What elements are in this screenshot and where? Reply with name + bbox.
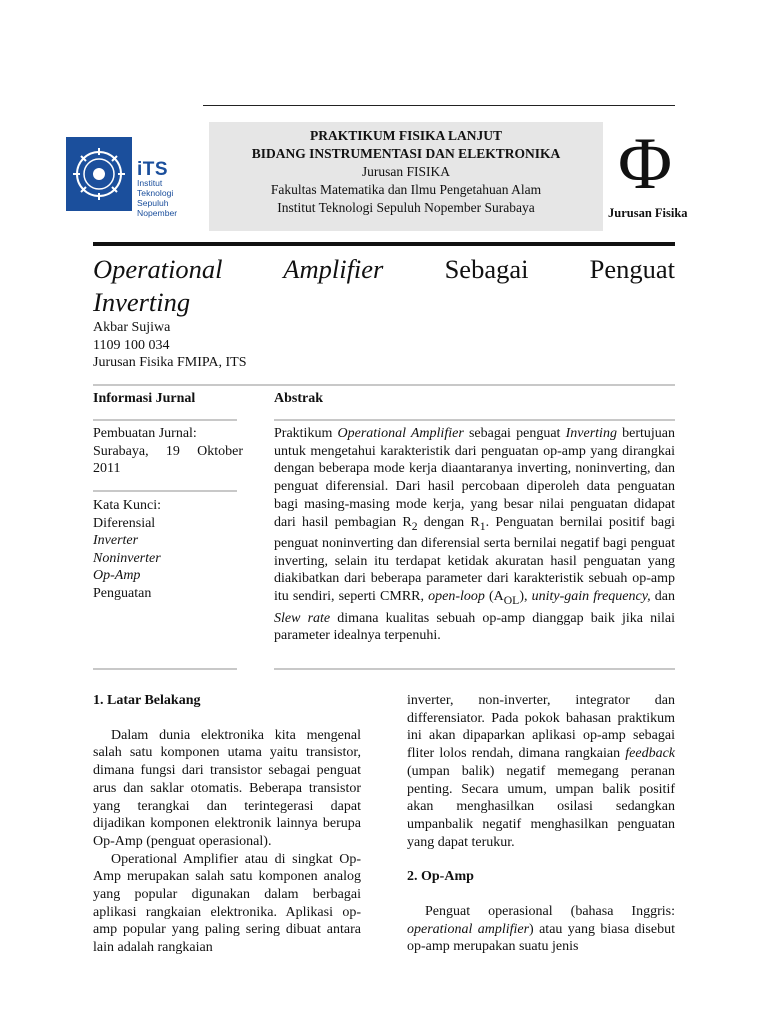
abstract-text: bertujuan untuk mengetahui karakteristik dari penguatan op-amp yang dirangkai dengan beberapa mode kerja diaantaranya inverting, noninverting, dan penguat diferensial. Dari hasil percobaan diperoleh data penguatan bagi masing-masing mode kerja, yang besar nilai penguatan didapat dari hasil pembagian R [274, 426, 676, 530]
section-1-paragraph-2: Operational Amplifier atau di singkat Op-Amp merupakan salah satu komponen analog yang popular digunakan dalam berbagai aplikasi rangkaian elektronika. Aplikasi op-amp popular yang paling sering dibuat antara lain adalah rangkaian [93, 851, 361, 956]
title-word-1: Operational [93, 254, 223, 284]
author-name: Akbar Sujiwa [93, 320, 171, 335]
keyword-item: Diferensial [93, 515, 156, 531]
keyword-item: Op-Amp [93, 568, 141, 583]
its-logo-subtitle [137, 178, 202, 218]
title-word-2: Amplifier [283, 254, 384, 284]
continuation-text: (umpan balik) negatif memegang peranan penting. Secara umum, umpan balik positif akan menghasilkan osilasi sedangkan umpanbalik negatif menghasilkan penguatan yang dapat terukur. [407, 763, 675, 850]
divider-info-head [93, 419, 237, 421]
abstract-subscript: 1 [479, 519, 486, 533]
section-2-paragraph-1 [407, 903, 675, 956]
section-1-continuation [407, 692, 675, 851]
title-rule [93, 242, 675, 246]
abstract-text: sebagai penguat [463, 426, 566, 441]
abstract-heading: Abstrak [274, 391, 324, 406]
section-1-paragraph-1: Dalam dunia elektronika kita mengenal salah satu komponen utama yaitu transistor, dimana fungsi dari transistor sebagai penguat arus dan saklar otomatis. Beberapa transistor yang terangkai dan terintegerasi dapat dijadikan komponen elektronik lainnya berupa Op-Amp (penguat operasional). [93, 727, 361, 849]
title-word-3: Sebagai [444, 254, 529, 284]
abstract-text: (A [484, 589, 504, 605]
section-1-heading: 1. Latar Belakang [93, 693, 201, 708]
its-logo [66, 137, 202, 218]
keywords [93, 497, 161, 602]
abstract-text: Operational Amplifier [337, 426, 464, 441]
divider-top [93, 384, 675, 386]
its-logo-word: iTS [137, 159, 169, 180]
continuation-text: feedback [625, 746, 675, 762]
author-affiliation: Jurusan Fisika FMIPA, ITS [93, 355, 247, 370]
divider-abstract-head [274, 419, 675, 421]
keyword-item: Inverter [93, 533, 139, 548]
continuation-text: inverter, non-inverter, integrator dan differensiator. Pada pokok bahasan praktikum ini akan dipaparkan aplikasi op-amp sebagai fliter lolos rendah, dimana rangkaian [407, 693, 675, 762]
divider-info-mid [93, 490, 237, 492]
its-emblem-icon [70, 145, 128, 203]
phi-icon: Φ [618, 123, 673, 205]
keyword-item: Noninverter [93, 550, 161, 566]
header-line-2: BIDANG INSTRUMENTASI DAN ELEKTRONIKA [251, 146, 561, 161]
abstract-text: ), [519, 589, 532, 605]
header-line-1: PRAKTIKUM FISIKA LANJUT [309, 128, 503, 143]
paper-title-line-2: Inverting [93, 287, 191, 317]
abstract-text: Praktikum [274, 426, 338, 441]
header-line-4: Fakultas Matematika dan Ilmu Pengetahuan Alam [270, 182, 542, 197]
keywords-label: Kata Kunci: [93, 498, 162, 513]
abstract-text: dan [650, 589, 675, 605]
section-2-text: Penguat operasional (bahasa Inggris: [425, 904, 675, 920]
physics-logo [602, 123, 706, 230]
divider-info-bottom [93, 668, 237, 670]
created-label: Pembuatan Jurnal: [93, 426, 197, 441]
header-line-5: Institut Teknologi Sepuluh Nopember Surabaya [277, 200, 535, 215]
abstract-text: Inverting [565, 426, 617, 441]
its-sub-line-1: Institut [137, 178, 163, 188]
abstract-body [274, 425, 675, 645]
abstract-subscript: 2 [411, 519, 418, 533]
abstract-subscript: OL [503, 593, 520, 607]
created-value: Surabaya, 19 Oktober 2011 [93, 443, 243, 476]
its-sub-line-2: Teknologi [137, 188, 174, 198]
divider-abstract-bottom [274, 668, 675, 670]
author-nrp: 1109 100 034 [93, 337, 170, 353]
paper-title [93, 253, 675, 286]
abstract-text: dengan R [417, 514, 480, 530]
author-block [93, 319, 247, 372]
abstract-text: dimana kualitas sebuah op-amp dianggap baik jika nilai parameter idealnya terpenuhi. [274, 610, 675, 644]
header-line-3: Jurusan FISIKA [361, 164, 451, 179]
info-heading: Informasi Jurnal [93, 391, 196, 406]
abstract-text: open-loop [428, 589, 485, 605]
abstract-text: unity-gain frequency, [531, 589, 651, 605]
body-left-column [93, 692, 361, 957]
journal-created [93, 425, 243, 478]
physics-logo-caption: Jurusan Fisika [608, 206, 688, 220]
abstract-text: Slew rate [274, 610, 331, 626]
abstract-text: . Penguatan bernilai positif bagi penguat noninverting dan diferensial serta bernilai negatif bagi penguat inverting, selain itu terdapat ketidak akuratan hasil penguatan yang diakibatkan dari beberapa parameter dari karakteristik sebuah op-amp itu sendiri, seperti CMRR, [274, 514, 676, 605]
title-word-4: Penguat [589, 254, 676, 284]
section-2-text: ) atau yang biasa disebut op-amp merupakan suatu jenis [407, 921, 675, 955]
journal-header-box [209, 122, 603, 231]
its-sub-line-3: Sepuluh Nopember [137, 198, 178, 218]
section-2-heading: 2. Op-Amp [407, 869, 474, 885]
top-rule [203, 105, 675, 106]
body-right-column [407, 692, 675, 956]
keyword-item: Penguatan [93, 585, 152, 601]
section-2-text: operational amplifier [407, 921, 530, 937]
